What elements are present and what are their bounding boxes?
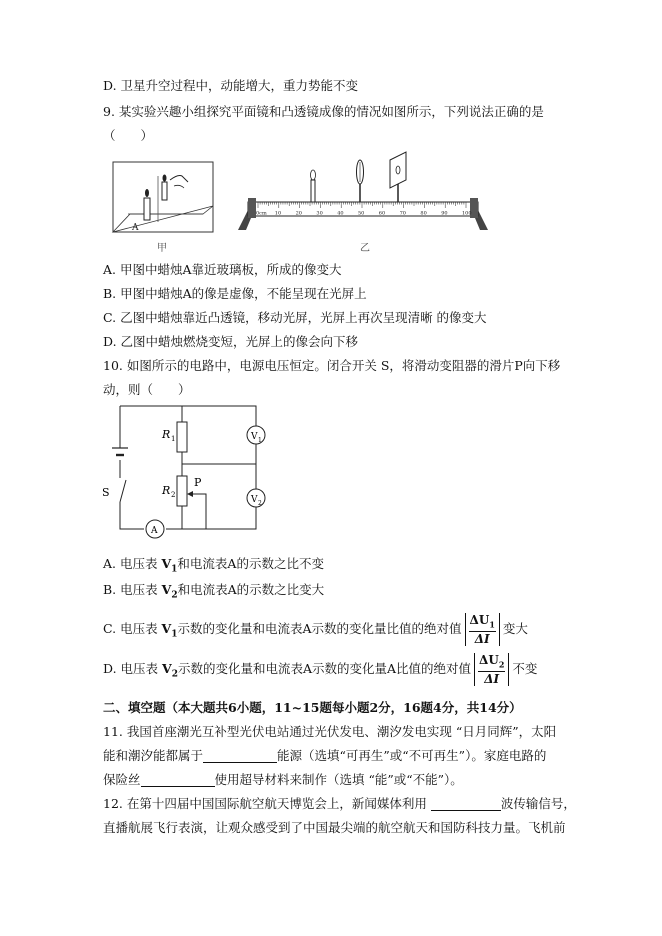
ruler-label: 10	[274, 210, 282, 217]
q10-option-a: A. 电压表 $V_1$和电流表A的示数之比不变	[103, 556, 324, 575]
circuit-diagram	[100, 398, 270, 542]
r2-label: R	[162, 484, 171, 497]
q11-line1: 11. 我国首座潮光互补型光伏电站通过光伏发电、潮汐发电实现 “日月同辉”，太阳	[103, 724, 557, 739]
v2-sub: 2	[258, 500, 262, 507]
q10-option-b: B. 电压表 $V_2$和电流表A的示数之比变大	[103, 582, 325, 601]
ruler-label: 0cm	[256, 210, 267, 217]
q12-line2: 直播航展飞行表演，让观众感受到了中国最尖端的航空航天和国防科技力量。飞机前	[103, 820, 566, 835]
r1-sub: 1	[171, 435, 176, 443]
q9-option-a: A. 甲图中蜡烛A靠近玻璃板，所成的像变大	[103, 262, 342, 277]
v1-label: V	[251, 432, 258, 442]
ammeter-label: A	[151, 526, 158, 536]
q11-blank-1	[203, 748, 277, 763]
q8-option-d: D. 卫星升空过程中，动能增大，重力势能不变	[103, 78, 359, 93]
ruler-label: 70	[399, 210, 406, 217]
section-2-heading: 二、填空题（本大题共6小题，11~15题每小题2分，16题4分，共14分）	[103, 700, 522, 715]
slider-p-label: P	[194, 476, 202, 489]
fraction-du2-di: $\frac{\Delta U_2}{\Delta I}$	[474, 653, 509, 686]
ruler-label: 40	[337, 210, 344, 217]
ruler-label: 80	[420, 210, 427, 217]
q11-line2: 能和潮汐能都属于 能源（选填“可再生”或“不可再生”）。家庭电路的	[103, 748, 547, 763]
ruler-label: 20	[295, 210, 302, 217]
q11-blank-2	[141, 772, 215, 787]
q10-stem-line2: 动，则（ ）	[103, 382, 191, 397]
q12-line1: 12. 在第十四届中国国际航空航天博览会上，新闻媒体利用 波传输信号，	[103, 796, 576, 811]
q9-stem-line2: （ ）	[103, 128, 154, 143]
figure-jia-plane-mirror	[108, 156, 218, 256]
q9-option-c: C. 乙图中蜡烛靠近凸透镜，移动光屏，光屏上再次呈现清晰 的像变大	[103, 310, 487, 325]
v2-label: V	[251, 495, 258, 505]
ruler-label: 60	[378, 210, 386, 217]
q9-option-b: B. 甲图中蜡烛A的像是虚像，不能呈现在光屏上	[103, 286, 367, 301]
q9-option-d: D. 乙图中蜡烛燃烧变短，光屏上的像会向下移	[103, 334, 359, 349]
switch-s-label: S	[102, 486, 110, 499]
v1-sub: 1	[258, 437, 262, 444]
q10-stem-line1: 10. 如图所示的电路中，电源电压恒定。闭合开关 S，将滑动变阻器的滑片P向下移	[103, 358, 561, 373]
ruler-label: 90	[441, 210, 448, 217]
q11-line3: 保险丝 使用超导材料来制作（选填 “能”或“不能”）。	[103, 772, 463, 787]
ruler-label: 30	[316, 210, 323, 217]
r2-sub: 2	[171, 491, 176, 499]
r1-label: R	[162, 428, 171, 441]
q10-option-d: D. 电压表 $V_2$示数的变化量和电流表A示数的变化量A比值的绝对值 $\frac{\Delta U_2}{\Delta I}$ 不变	[103, 652, 538, 687]
q12-blank-1	[431, 796, 501, 811]
figure-jia-label-a: A	[132, 223, 139, 233]
figure-yi-optical-bench	[236, 150, 490, 256]
figure-yi-caption: 乙	[360, 243, 370, 254]
figure-jia-caption: 甲	[157, 243, 167, 254]
fraction-du1-di: $\frac{\Delta U_1}{\Delta I}$	[465, 613, 500, 646]
ruler-label: 100	[462, 210, 472, 217]
ruler-label: 50	[358, 210, 365, 217]
q9-stem-line1: 9. 某实验兴趣小组探究平面镜和凸透镜成像的情况如图所示，下列说法正确的是	[103, 104, 544, 119]
q10-option-c: C. 电压表 $V_1$示数的变化量和电流表A示数的变化量比值的绝对值 $\frac{\Delta U_1}{\Delta I}$ 变大	[103, 612, 528, 647]
